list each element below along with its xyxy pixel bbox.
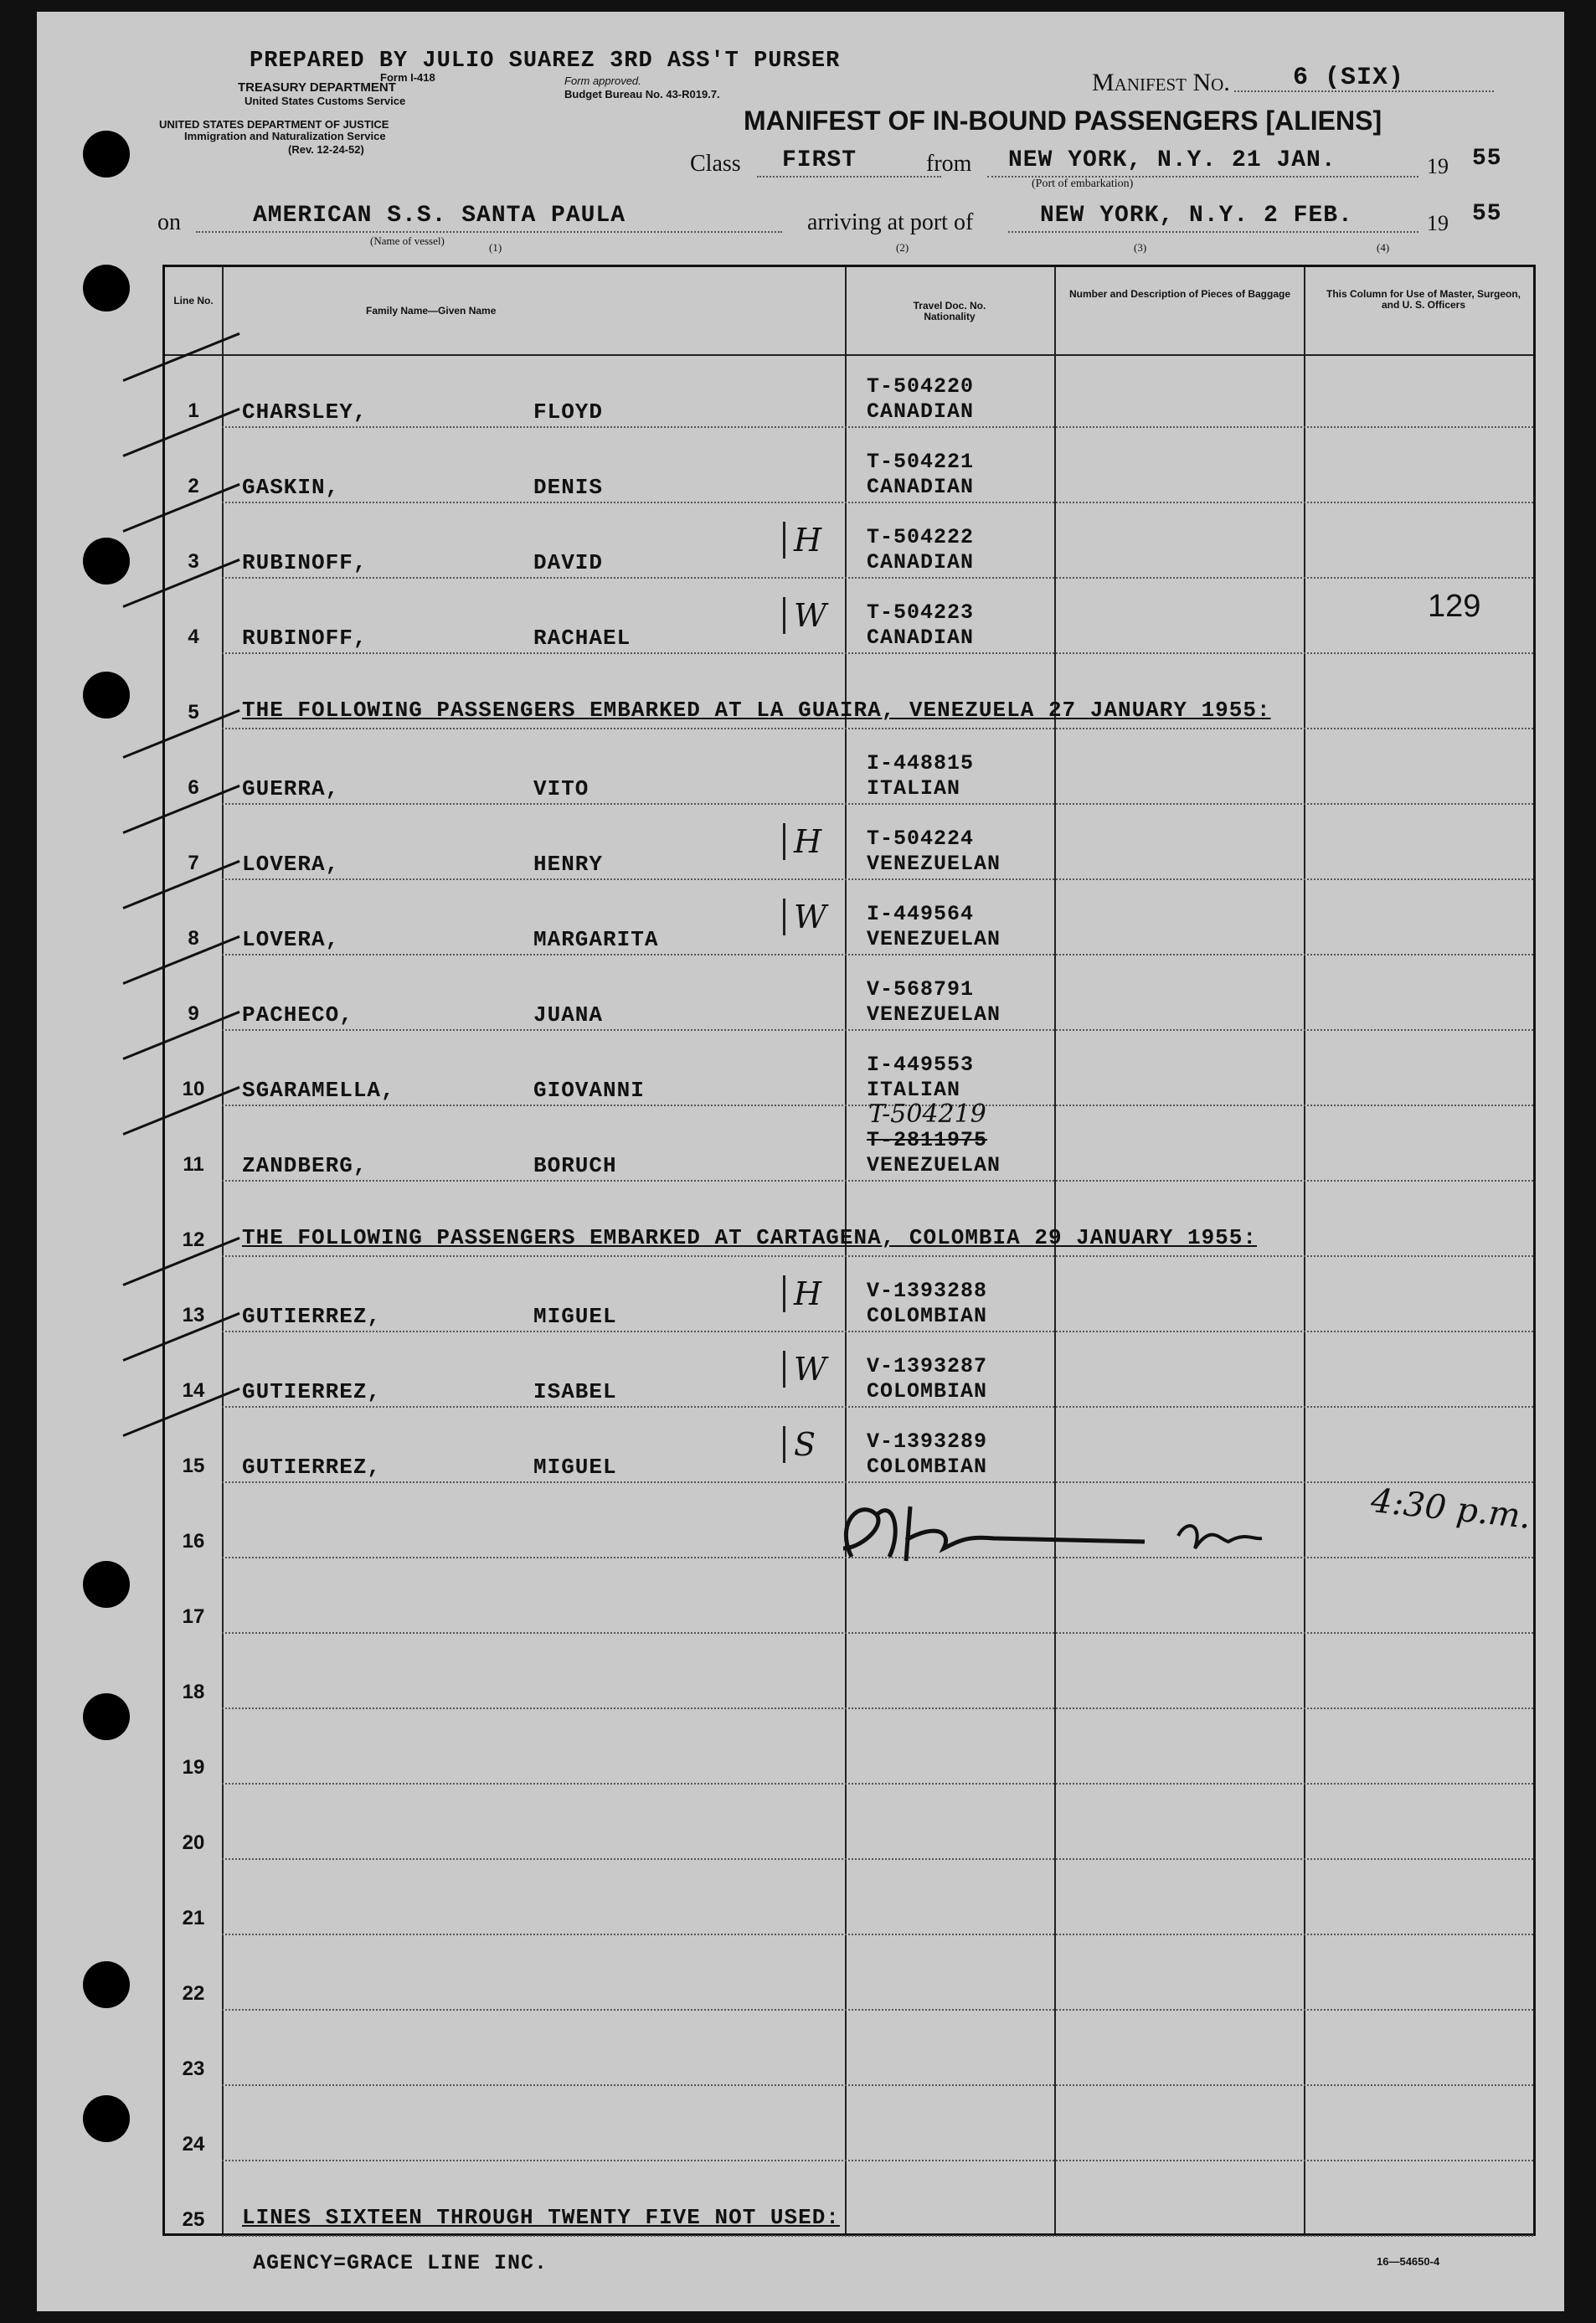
col-ref-1: (1) — [489, 241, 502, 254]
travel-doc-number: V-568791 — [867, 977, 975, 1002]
relationship-mark: W — [783, 899, 826, 935]
inspector-time: 4:30 p.m. — [1369, 1481, 1533, 1537]
travel-doc-number: T-504221 — [867, 450, 975, 474]
travel-doc-number: T-504223 — [867, 600, 975, 625]
table-row — [165, 1259, 1533, 1334]
agency-footer: AGENCY=GRACE LINE INC. — [253, 2251, 548, 2275]
preparer-line: PREPARED BY JULIO SUAREZ 3RD ASS'T PURSER — [250, 49, 841, 74]
table-row — [165, 2088, 1533, 2163]
family-name: RUBINOFF, — [242, 550, 368, 575]
travel-doc-number: V-1393287 — [867, 1354, 988, 1378]
table-row — [165, 1786, 1533, 1862]
vessel-underline — [196, 231, 782, 233]
customs-service: United States Customs Service — [245, 95, 406, 107]
travel-doc-number: V-1393289 — [867, 1429, 988, 1454]
travel-doc-number: I-449564 — [867, 902, 975, 926]
relationship-mark: S — [783, 1426, 816, 1463]
travel-doc-number: T-504222 — [867, 525, 975, 549]
relationship-mark: H — [783, 1275, 821, 1312]
travel-doc-number: V-1393288 — [867, 1279, 988, 1303]
table-row — [165, 580, 1533, 656]
table-row — [165, 806, 1533, 882]
line-number: 9 — [188, 1002, 199, 1025]
family-name: RUBINOFF, — [242, 626, 368, 651]
given-name: MARGARITA — [533, 927, 659, 952]
nationality: COLOMBIAN — [867, 1304, 988, 1328]
travel-doc-number: I-448815 — [867, 751, 975, 775]
nationality: ITALIAN — [867, 776, 961, 801]
table-row — [165, 2163, 1533, 2238]
line-number: 11 — [183, 1153, 204, 1176]
given-name: DENIS — [533, 475, 604, 500]
table-row — [165, 354, 1533, 430]
given-name: DAVID — [533, 550, 604, 575]
line-number: 22 — [182, 1982, 205, 2005]
family-name: LOVERA, — [242, 927, 340, 952]
nationality: COLOMBIAN — [867, 1379, 988, 1404]
line-number: 20 — [182, 1831, 205, 1854]
family-name: GUTIERREZ, — [242, 1379, 382, 1404]
year-1: 55 — [1472, 146, 1502, 172]
binder-hole — [83, 2095, 130, 2142]
year-prefix-2: 19 — [1427, 211, 1449, 235]
treasury-dept: TREASURY DEPARTMENT — [238, 80, 396, 95]
family-name: LOVERA, — [242, 852, 340, 877]
line-number: 13 — [182, 1304, 205, 1326]
nationality: CANADIAN — [867, 475, 975, 499]
binder-hole — [83, 672, 130, 719]
class-underline — [757, 176, 941, 178]
relationship-mark: W — [783, 1351, 826, 1388]
manifest-no-value: 6 (SIX) — [1293, 64, 1405, 92]
budget-bureau: Budget Bureau No. 43-R019.7. — [564, 88, 720, 100]
line-number: 2 — [188, 475, 199, 497]
nationality: ITALIAN — [867, 1078, 961, 1102]
revision-date: (Rev. 12-24-52) — [288, 143, 364, 156]
nationality: CANADIAN — [867, 626, 975, 650]
travel-doc-number: T-2811975 — [867, 1128, 988, 1152]
table-row — [165, 1862, 1533, 1937]
class-label: Class — [690, 151, 741, 177]
binder-hole — [83, 1561, 130, 1608]
inspector-signature — [826, 1490, 1295, 1582]
from-label: from — [926, 151, 972, 177]
table-row — [165, 430, 1533, 505]
nationality: CANADIAN — [867, 550, 975, 574]
given-name: ISABEL — [533, 1379, 617, 1404]
line-number: 10 — [182, 1078, 205, 1100]
nationality: VENEZUELAN — [867, 852, 1001, 876]
given-name: RACHAEL — [533, 626, 631, 651]
line-number: 18 — [182, 1681, 205, 1703]
line-number: 16 — [182, 1530, 205, 1553]
table-row — [165, 1183, 1533, 1259]
travel-doc-number: T-504224 — [867, 827, 975, 851]
ins-service: Immigration and Naturalization Service — [184, 130, 386, 142]
check-mark — [122, 332, 239, 382]
table-row — [165, 505, 1533, 580]
class-value: FIRST — [782, 147, 857, 173]
year-2: 55 — [1472, 201, 1502, 227]
line-number: 21 — [182, 1907, 205, 1929]
line-number: 1 — [188, 399, 199, 422]
col-header-line-no: Line No. — [173, 295, 214, 306]
relationship-mark: H — [783, 522, 821, 559]
family-name: ZANDBERG, — [242, 1153, 368, 1178]
given-name: MIGUEL — [533, 1304, 617, 1329]
binder-hole — [83, 131, 130, 178]
family-name: GASKIN, — [242, 475, 340, 500]
line-number: 25 — [182, 2208, 205, 2231]
relationship-mark: H — [783, 823, 821, 860]
vessel-note: (Name of vessel) — [370, 234, 445, 247]
family-name: SGARAMELLA, — [242, 1078, 395, 1103]
section-note: LINES SIXTEEN THROUGH TWENTY FIVE NOT USED: — [242, 2205, 840, 2230]
family-name: GUTIERREZ, — [242, 1304, 382, 1329]
travel-doc-number: I-449553 — [867, 1053, 975, 1077]
col-ref-3: (3) — [1134, 241, 1147, 254]
family-name: GUERRA, — [242, 776, 340, 801]
section-note: THE FOLLOWING PASSENGERS EMBARKED AT LA GUAIRA, VENEZUELA 27 JANUARY 1955: — [242, 698, 1271, 723]
doc-correction: T-504219 — [868, 1100, 986, 1129]
col-header-name: Family Name—Given Name — [366, 305, 497, 317]
line-number: 15 — [182, 1455, 205, 1477]
arriving-label: arriving at port of — [807, 209, 974, 235]
given-name: VITO — [533, 776, 589, 801]
travel-doc-number: T-504220 — [867, 374, 975, 399]
family-name: GUTIERREZ, — [242, 1455, 382, 1480]
binder-hole — [83, 1961, 130, 2008]
vessel-name: AMERICAN S.S. SANTA PAULA — [253, 203, 626, 229]
col-header-baggage: Number and Description of Pieces of Baggage — [1068, 288, 1291, 300]
given-name: HENRY — [533, 852, 604, 877]
section-note: THE FOLLOWING PASSENGERS EMBARKED AT CARTAGENA, COLOMBIA 29 JANUARY 1955: — [242, 1225, 1257, 1250]
given-name: BORUCH — [533, 1153, 617, 1178]
binder-hole — [83, 1693, 130, 1740]
form-number: Form I-418 — [380, 71, 435, 84]
table-row — [165, 1937, 1533, 2012]
nationality: VENEZUELAN — [867, 1002, 1001, 1027]
year-prefix-1: 19 — [1427, 154, 1449, 178]
col-header-travel-doc: Travel Doc. No. Nationality — [913, 300, 986, 322]
line-number: 5 — [188, 701, 199, 724]
table-row — [165, 2012, 1533, 2088]
table-row — [165, 1409, 1533, 1485]
line-number: 6 — [188, 776, 199, 799]
line-number: 7 — [188, 852, 199, 874]
line-number: 3 — [188, 550, 199, 573]
table-row — [165, 656, 1533, 731]
given-name: FLOYD — [533, 399, 604, 425]
line-number: 4 — [188, 626, 199, 648]
table-row — [165, 1635, 1533, 1711]
count-annotation: 129 — [1428, 589, 1481, 624]
nationality: VENEZUELAN — [867, 1153, 1001, 1177]
line-number: 17 — [182, 1605, 205, 1628]
given-name: GIOVANNI — [533, 1078, 645, 1103]
table-row — [165, 1100, 1533, 1183]
line-number: 24 — [182, 2133, 205, 2156]
form-approved: Form approved. — [564, 75, 641, 87]
form-code: 16—54650-4 — [1377, 2255, 1440, 2268]
manifest-no-underline — [1234, 90, 1494, 92]
on-label: on — [157, 209, 181, 235]
arrival-port: NEW YORK, N.Y. 2 FEB. — [1040, 203, 1353, 229]
line-number: 8 — [188, 927, 199, 950]
port-embarkation-note: (Port of embarkation) — [1032, 178, 1134, 190]
line-number: 12 — [182, 1228, 205, 1251]
manifest-sheet — [37, 12, 1564, 2311]
line-number: 14 — [182, 1379, 205, 1402]
arrival-underline — [1008, 231, 1418, 233]
table-row — [165, 731, 1533, 806]
relationship-mark: W — [783, 597, 826, 634]
col-ref-4: (4) — [1377, 241, 1390, 254]
family-name: CHARSLEY, — [242, 399, 368, 425]
table-row — [165, 1711, 1533, 1786]
justice-dept: UNITED STATES DEPARTMENT OF JUSTICE — [159, 118, 389, 131]
table-row — [165, 1334, 1533, 1409]
nationality: VENEZUELAN — [867, 927, 1001, 951]
given-name: MIGUEL — [533, 1455, 617, 1480]
nationality: CANADIAN — [867, 399, 975, 424]
line-number: 23 — [182, 2058, 205, 2080]
table-row — [165, 1033, 1533, 1108]
table-row — [165, 882, 1533, 957]
col-header-officers: This Column for Use of Master, Surgeon, and U. S. Officers — [1326, 288, 1521, 311]
col-ref-2: (2) — [896, 241, 909, 254]
table-row — [165, 957, 1533, 1033]
line-number: 19 — [182, 1756, 205, 1779]
passenger-table — [162, 265, 1536, 2236]
binder-hole — [83, 538, 130, 585]
manifest-title: MANIFEST OF IN-BOUND PASSENGERS [ALIENS] — [744, 106, 1382, 136]
nationality: COLOMBIAN — [867, 1455, 988, 1479]
given-name: JUANA — [533, 1002, 604, 1028]
binder-hole — [83, 265, 130, 312]
manifest-no-label: Manifest No. — [1092, 69, 1230, 96]
family-name: PACHECO, — [242, 1002, 353, 1028]
from-value: NEW YORK, N.Y. 21 JAN. — [1008, 147, 1336, 173]
